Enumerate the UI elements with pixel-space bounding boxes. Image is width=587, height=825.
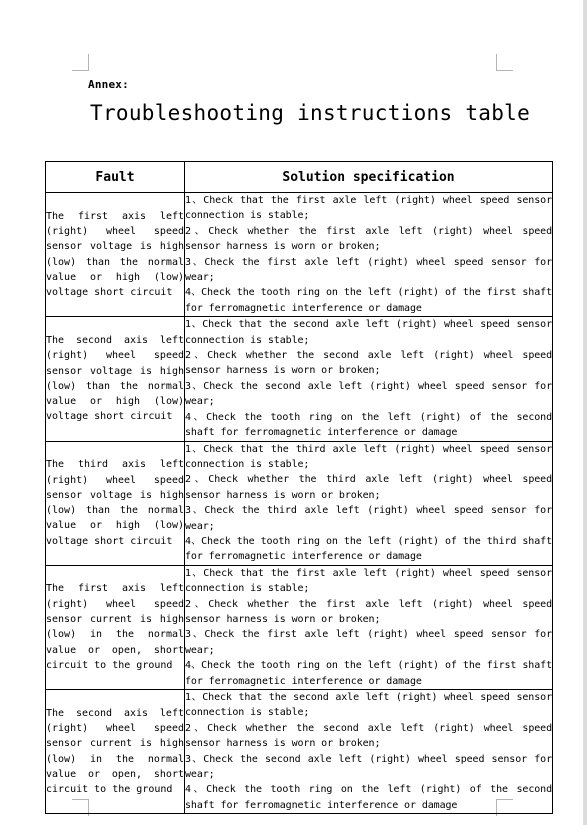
troubleshooting-table [45, 161, 553, 814]
solution-step: 3、Check the first axle left (right) wheel speed sensor for wear; [185, 629, 552, 656]
solution-step: 2、Check whether the first axle left (right) wheel speed sensor harness is worn or broken; [185, 225, 552, 253]
table-row [46, 317, 553, 441]
solution-step: 1、Check that the first axle left (right) wheel speed sensor connection is stable; [185, 195, 552, 222]
solution-cell [185, 565, 553, 689]
solution-step: 4、Check the tooth ring on the left (right) of the first shaft for ferromagnetic interference or damage [185, 287, 552, 314]
table-header-row [46, 162, 553, 193]
solution-step: 2、Check whether the first axle left (right) wheel speed sensor harness is worn or broken; [185, 598, 552, 625]
table-row [46, 441, 553, 565]
solution-cell [185, 317, 553, 441]
solution-step: 3、Check the third axle left (right) wheel speed sensor for wear; [185, 505, 552, 532]
fault-cell: The first axis left (right) wheel speed sensor voltage is high (low) than the normal value or high (low) voltage short circuit [46, 193, 185, 317]
solution-cell [185, 441, 553, 565]
fault-cell: The second axis left (right) wheel speed sensor voltage is high (low) than the normal value or high (low) voltage short circuit [46, 317, 185, 441]
solution-step: 4、Check the tooth ring on the left (right) of the third shaft for ferromagnetic interference or damage [185, 535, 552, 563]
solution-step: 2、Check whether the third axle left (right) wheel speed sensor harness is worn or broken; [185, 474, 552, 501]
annex-label: Annex: [88, 78, 129, 91]
solution-step: 3、Check the second axle left (right) wheel speed sensor for wear; [185, 380, 552, 408]
solution-step: 1、Check that the second axle left (right) wheel speed sensor connection is stable; [185, 692, 552, 719]
solution-step: 1、Check that the third axle left (right) wheel speed sensor connection is stable; [185, 443, 552, 470]
page-edge [583, 0, 587, 825]
column-header-fault: Fault [46, 162, 185, 193]
margin-mark-top-right [496, 54, 513, 71]
solution-cell [185, 193, 553, 317]
table-row [46, 690, 553, 814]
solution-step: 4、Check the tooth ring on the left (right) of the second shaft for ferromagnetic interference or damage [185, 784, 552, 811]
solution-step: 1、Check that the first axle left (right) wheel speed sensor connection is stable; [185, 567, 552, 595]
document-title: Troubleshooting instructions table [90, 101, 531, 125]
solution-step: 3、Check the second axle left (right) wheel speed sensor for wear; [185, 753, 552, 781]
solution-cell [185, 690, 553, 814]
table-row [46, 193, 553, 317]
solution-step: 3、Check the first axle left (right) wheel speed sensor for wear; [185, 256, 552, 284]
fault-cell: The first axis left (right) wheel speed sensor current is high (low) in the normal value or open, short circuit to the ground [46, 565, 185, 689]
margin-mark-top-left [72, 54, 89, 71]
column-header-solution: Solution specification [185, 162, 553, 193]
solution-step: 4、Check the tooth ring on the left (right) of the first shaft for ferromagnetic interference or damage [185, 660, 552, 687]
solution-step: 4、Check the tooth ring on the left (right) of the second shaft for ferromagnetic interference or damage [185, 411, 552, 439]
solution-step: 2、Check whether the second axle left (right) wheel speed sensor harness is worn or broken; [185, 722, 552, 750]
solution-step: 1、Check that the second axle left (right) wheel speed sensor connection is stable; [185, 319, 552, 346]
fault-cell: The third axis left (right) wheel speed sensor voltage is high (low) than the normal value or high (low) voltage short circuit [46, 441, 185, 565]
solution-step: 2、Check whether the second axle left (right) wheel speed sensor harness is worn or broken; [185, 350, 552, 377]
table-row [46, 565, 553, 689]
fault-cell: The second axis left (right) wheel speed sensor current is high (low) in the normal value or open, short circuit to the ground [46, 690, 185, 814]
